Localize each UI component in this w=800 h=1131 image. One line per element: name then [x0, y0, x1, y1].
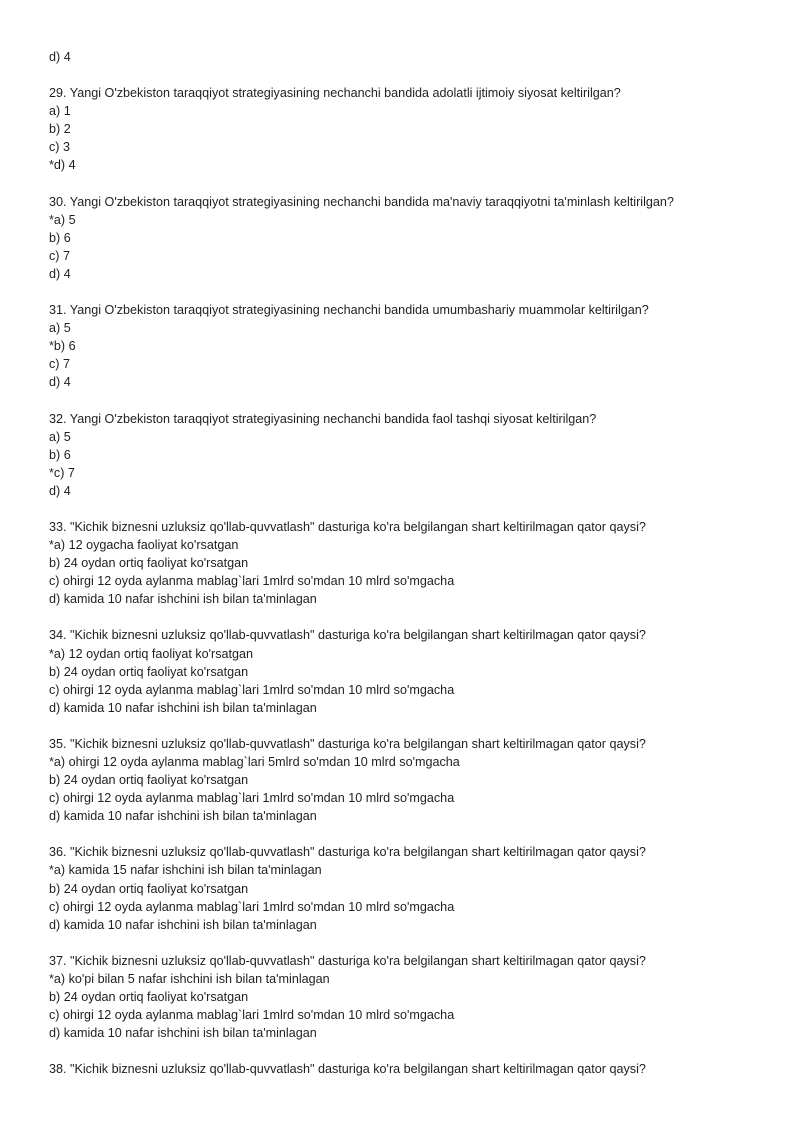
answer-option: c) ohirgi 12 oyda aylanma mablag`lari 1mlrd so'mdan 10 mlrd so'mgacha: [49, 899, 455, 914]
answer-option: b) 24 oydan ortiq faoliyat ko'rsatgan: [49, 990, 249, 1005]
answer-option: *d) 4: [49, 158, 76, 173]
question-block: [49, 193, 760, 283]
question-block: [49, 1060, 760, 1078]
answer-option: d) 4: [49, 266, 71, 281]
question-text: 31. Yangi O'zbekiston taraqqiyot strategiyasining nechanchi bandida umumbashariy muammolar keltirilgan?: [49, 303, 649, 318]
answer-option: b) 24 oydan ortiq faoliyat ko'rsatgan: [49, 664, 249, 679]
answer-option: b) 24 oydan ortiq faoliyat ko'rsatgan: [49, 773, 249, 788]
answer-option: b) 6: [49, 230, 71, 245]
answer-option: *b) 6: [49, 339, 76, 354]
question-text: 36. "Kichik biznesni uzluksiz qo'llab-quvvatlash" dasturiga ko'ra belgilangan shart keltirilmagan qator qaysi?: [49, 845, 646, 860]
question-text: 35. "Kichik biznesni uzluksiz qo'llab-quvvatlash" dasturiga ko'ra belgilangan shart keltirilmagan qator qaysi?: [49, 736, 646, 751]
question-block: [49, 84, 760, 174]
question-block: [49, 626, 760, 716]
answer-option: *a) 5: [49, 212, 76, 227]
answer-option: d) kamida 10 nafar ishchini ish bilan ta'minlagan: [49, 917, 317, 932]
answer-option: b) 24 oydan ortiq faoliyat ko'rsatgan: [49, 556, 249, 571]
answer-option: c) 3: [49, 140, 70, 155]
question-text: 34. "Kichik biznesni uzluksiz qo'llab-quvvatlash" dasturiga ko'ra belgilangan shart keltirilmagan qator qaysi?: [49, 628, 646, 643]
answer-option: d) kamida 10 nafar ishchini ish bilan ta'minlagan: [49, 809, 317, 824]
answer-option: d) kamida 10 nafar ishchini ish bilan ta'minlagan: [49, 700, 317, 715]
answer-option: *c) 7: [49, 465, 75, 480]
leading-lines: [49, 48, 760, 66]
answer-option: *a) 12 oydan ortiq faoliyat ko'rsatgan: [49, 646, 254, 661]
answer-option: a) 5: [49, 321, 71, 336]
answer-option: c) 7: [49, 357, 70, 372]
answer-option: d) 4: [49, 375, 71, 390]
question-block: [49, 735, 760, 825]
answer-option: d) kamida 10 nafar ishchini ish bilan ta'minlagan: [49, 592, 317, 607]
question-block: [49, 301, 760, 391]
question-text: 33. "Kichik biznesni uzluksiz qo'llab-quvvatlash" dasturiga ko'ra belgilangan shart keltirilmagan qator qaysi?: [49, 519, 646, 534]
question-list: [49, 84, 760, 1078]
answer-option: c) ohirgi 12 oyda aylanma mablag`lari 1mlrd so'mdan 10 mlrd so'mgacha: [49, 1008, 455, 1023]
answer-option: c) 7: [49, 248, 70, 263]
answer-option: b) 2: [49, 122, 71, 137]
question-text: 29. Yangi O'zbekiston taraqqiyot strategiyasining nechanchi bandida adolatli ijtimoiy siyosat keltirilgan?: [49, 86, 621, 101]
answer-option: b) 24 oydan ortiq faoliyat ko'rsatgan: [49, 881, 249, 896]
answer-option: d) kamida 10 nafar ishchini ish bilan ta'minlagan: [49, 1026, 317, 1041]
question-text: 37. "Kichik biznesni uzluksiz qo'llab-quvvatlash" dasturiga ko'ra belgilangan shart keltirilmagan qator qaysi?: [49, 953, 646, 968]
question-text: 32. Yangi O'zbekiston taraqqiyot strategiyasining nechanchi bandida faol tashqi siyosat keltirilgan?: [49, 411, 597, 426]
answer-option: a) 5: [49, 429, 71, 444]
question-block: [49, 518, 760, 608]
answer-option: *a) 12 oygacha faoliyat ko'rsatgan: [49, 538, 239, 553]
answer-option: a) 1: [49, 104, 71, 119]
question-block: [49, 952, 760, 1042]
question-block: [49, 843, 760, 933]
answer-option: c) ohirgi 12 oyda aylanma mablag`lari 1mlrd so'mdan 10 mlrd so'mgacha: [49, 682, 455, 697]
answer-option: *a) ohirgi 12 oyda aylanma mablag`lari 5mlrd so'mdan 10 mlrd so'mgacha: [49, 755, 460, 769]
answer-option: b) 6: [49, 447, 71, 462]
leading-option-line: d) 4: [49, 50, 71, 64]
question-text: 30. Yangi O'zbekiston taraqqiyot strategiyasining nechanchi bandida ma'naviy taraqqiyotni ta'minlash keltirilgan?: [49, 194, 674, 209]
answer-option: c) ohirgi 12 oyda aylanma mablag`lari 1mlrd so'mdan 10 mlrd so'mgacha: [49, 791, 455, 806]
question-text: 38. "Kichik biznesni uzluksiz qo'llab-quvvatlash" dasturiga ko'ra belgilangan shart keltirilmagan qator qaysi?: [49, 1062, 646, 1077]
answer-option: d) 4: [49, 483, 71, 498]
answer-option: c) ohirgi 12 oyda aylanma mablag`lari 1mlrd so'mdan 10 mlrd so'mgacha: [49, 574, 455, 589]
answer-option: *a) kamida 15 nafar ishchini ish bilan ta'minlagan: [49, 863, 322, 878]
question-block: [49, 410, 760, 500]
answer-option: *a) ko'pi bilan 5 nafar ishchini ish bilan ta'minlagan: [49, 971, 330, 986]
